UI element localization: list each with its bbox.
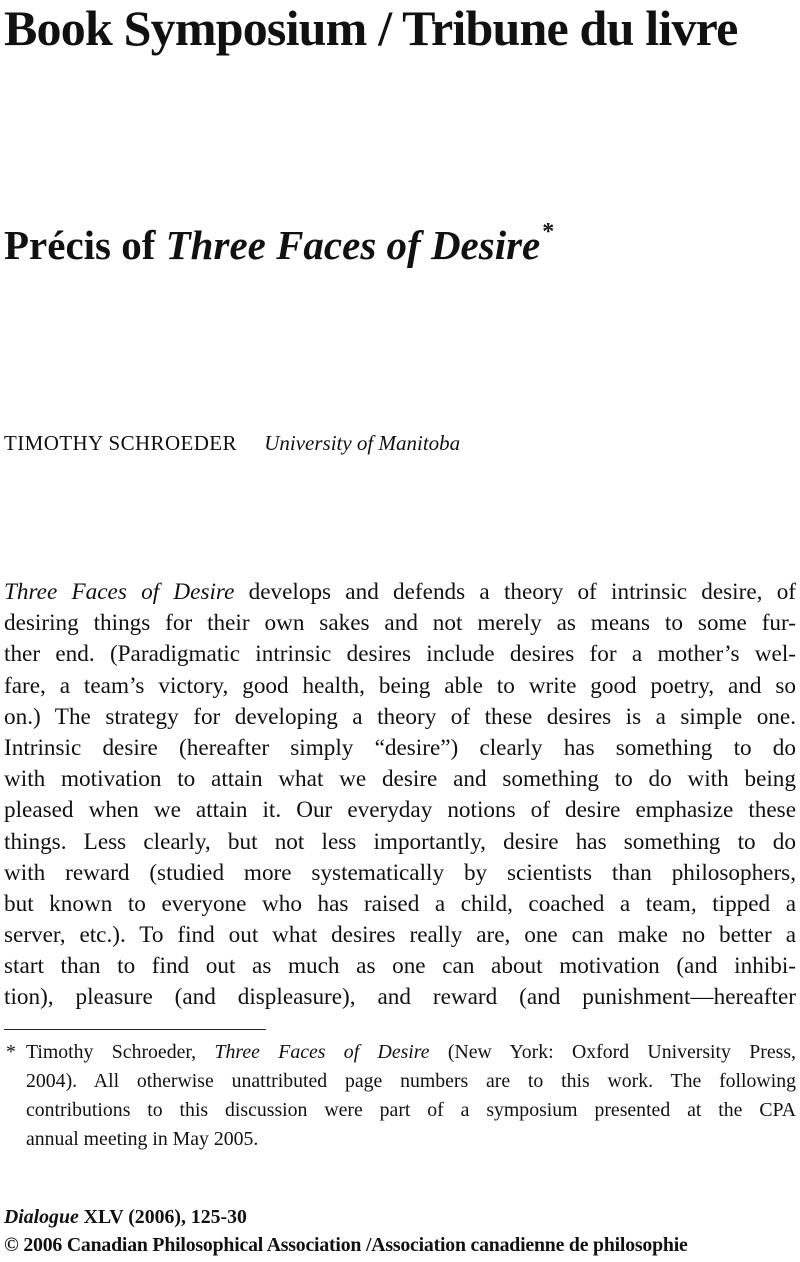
body-line-text: develops and defends a theory of intrinsic desire, of: [234, 579, 797, 605]
body-line-text: start than to find out as much as one can about motivation (and inhibi-: [4, 953, 796, 980]
body-line: [4, 827, 796, 858]
footnote: [4, 1038, 796, 1154]
body-line-text: ther end. (Paradigmatic intrinsic desires include desires for a mother’s wel-: [4, 641, 796, 668]
body-line: [4, 795, 796, 826]
footnote-divider: [4, 1029, 266, 1030]
footnote-marker: *: [6, 1041, 16, 1063]
body-line: [4, 671, 796, 702]
footnote-book-title: Three Faces of Desire: [214, 1041, 430, 1063]
author-name: TIMOTHY SCHROEDER: [4, 431, 237, 455]
body-line-text: on.) The strategy for developing a theory of these desires is a simple one.: [4, 703, 796, 730]
body-line-text: with motivation to attain what we desire and something to do with being: [4, 766, 796, 793]
journal-citation: [4, 1204, 247, 1231]
body-paragraph: [4, 577, 796, 1014]
body-line-text: but known to everyone who has raised a child, coached a team, tipped a: [4, 890, 796, 917]
body-line-text: tion), pleasure (and displeasure), and reward (and punishment—hereafter: [4, 984, 796, 1011]
author-affiliation: University of Manitoba: [264, 431, 461, 455]
footnote-line: 2004). All otherwise unattributed page numbers are to this work. The following: [26, 1070, 796, 1092]
footnote-line: annual meeting in May 2005.: [26, 1128, 259, 1150]
body-line: [4, 951, 796, 982]
byline: [4, 428, 460, 458]
title-prefix: Précis of: [4, 222, 156, 268]
body-line: [4, 982, 796, 1013]
body-line: [4, 920, 796, 951]
journal-volume: XLV (2006), 125-30: [78, 1206, 247, 1228]
section-title: Book Symposium / Tribune du livre: [4, 0, 738, 56]
body-line-text: pleased when we attain it. Our everyday notions of desire emphasize these: [4, 797, 796, 824]
body-line: [4, 702, 796, 733]
body-line: [4, 733, 796, 764]
body-line: [4, 639, 796, 670]
title-footnote-marker[interactable]: *: [542, 219, 555, 245]
body-line: [4, 889, 796, 920]
footnote-line: [26, 1038, 796, 1067]
body-line: [4, 764, 796, 795]
body-line-text: desiring things for their own sakes and not merely as means to some fur-: [4, 610, 796, 637]
body-line-text: with reward (studied more systematically by scientists than philosophers,: [4, 859, 796, 886]
body-line-text: fare, a team’s victory, good health, being able to write good poetry, and so: [4, 672, 796, 699]
book-title: Three Faces of Desire: [165, 222, 541, 268]
body-line-text: things. Less clearly, but not less importantly, desire has something to do: [4, 828, 796, 855]
footnote-publication: (New York: Oxford University Press,: [429, 1041, 796, 1063]
body-line: [4, 577, 796, 608]
body-line-text: Intrinsic desire (hereafter simply “desire”) clearly has something to do: [4, 734, 796, 761]
body-line: [4, 608, 796, 639]
article-title: [4, 206, 554, 271]
footnote-line: contributions to this discussion were part of a symposium presented at the CPA: [26, 1099, 796, 1121]
body-book-title: Three Faces of Desire: [4, 579, 235, 605]
body-line: [4, 858, 796, 889]
copyright-notice: © 2006 Canadian Philosophical Association /Association canadienne de philosophie: [4, 1234, 688, 1256]
journal-name: Dialogue: [4, 1206, 79, 1228]
body-line-text: server, etc.). To find out what desires really are, one can make no better a: [4, 922, 796, 949]
footnote-author: Timothy Schroeder,: [26, 1041, 215, 1063]
